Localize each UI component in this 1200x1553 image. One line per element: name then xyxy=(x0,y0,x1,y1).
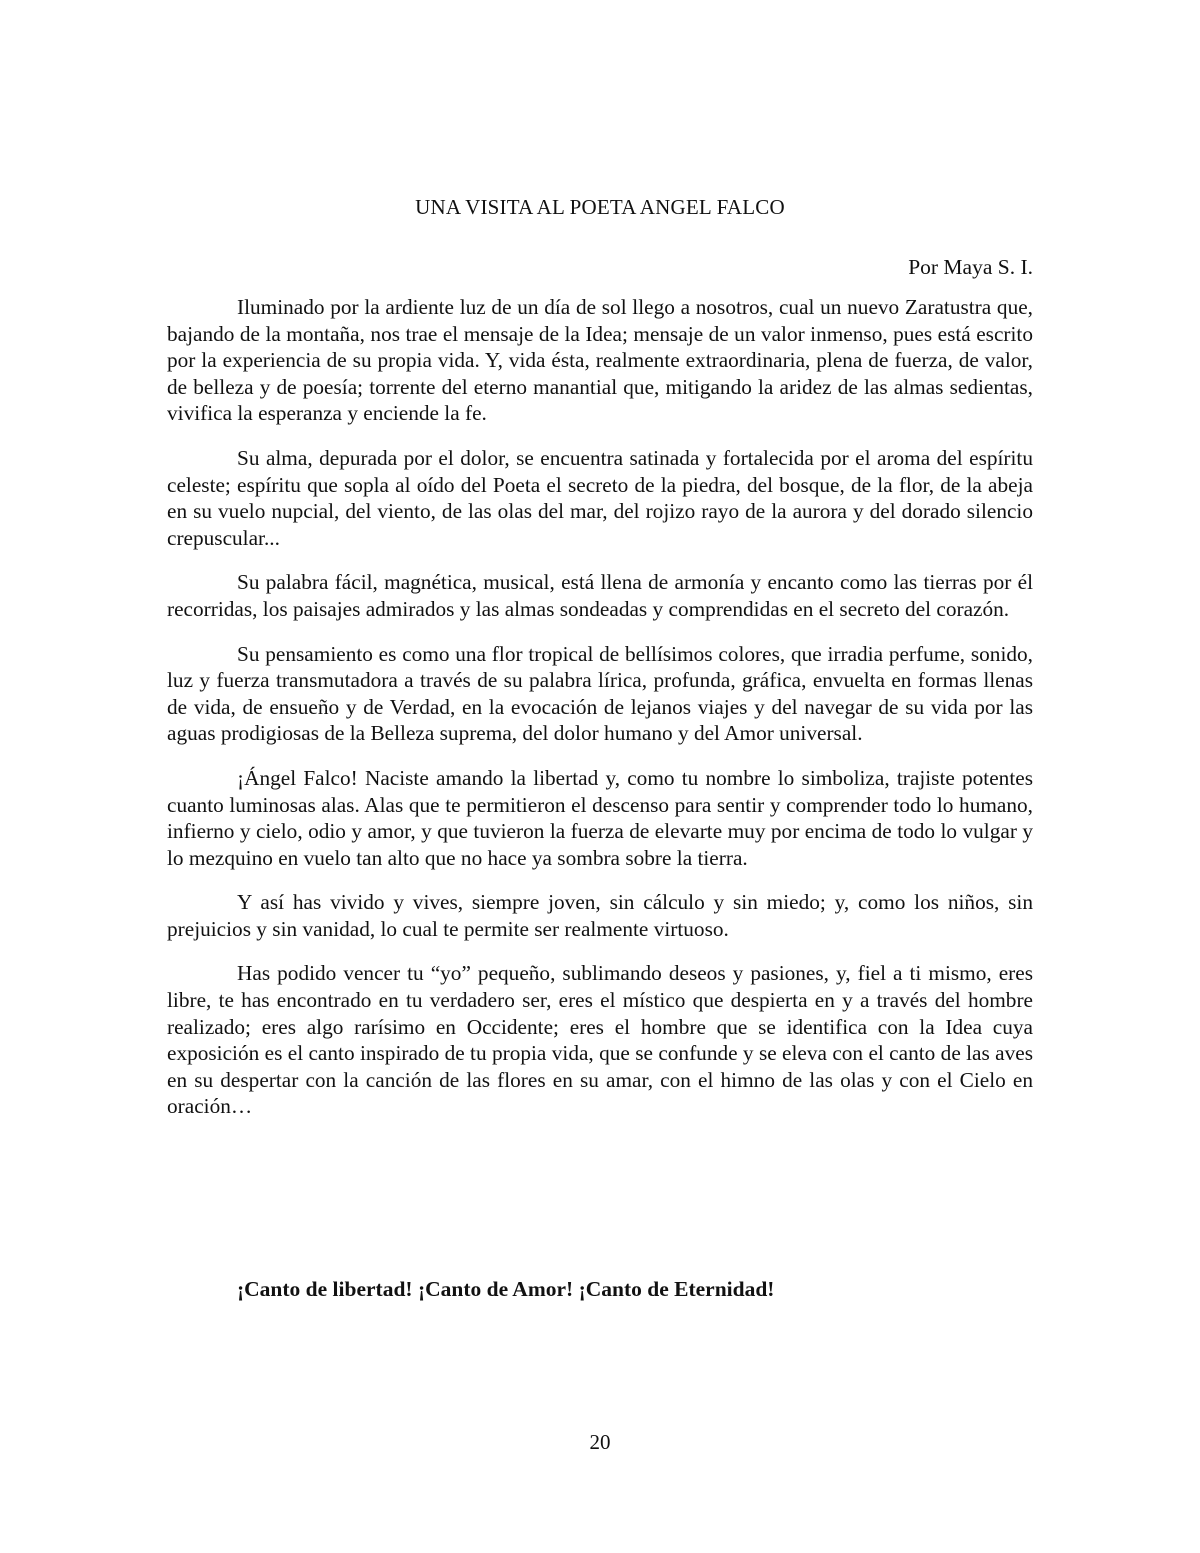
paragraph: Su palabra fácil, magnética, musical, está llena de armonía y encanto como las tierras por él recorridas, los paisajes admirados y las almas sondeadas y comprendidas en el secreto del corazón. xyxy=(167,570,1033,621)
author-byline: Por Maya S. I. xyxy=(908,255,1033,279)
paragraph: ¡Ángel Falco! Naciste amando la libertad y, como tu nombre lo simboliza, trajiste potentes cuanto luminosas alas. Alas que te permitieron el descenso para sentir y comprender todo lo humano, infierno y cielo, odio y amor, y que tuvieron la fuerza de elevarte muy por encima de todo lo vulgar y lo mezquino en vuelo tan alto que no hace ya sombra sobre la tierra. xyxy=(167,765,1033,870)
paragraph: Y así has vivido y vives, siempre joven, sin cálculo y sin miedo; y, como los niños, sin prejuicios y sin vanidad, lo cual te permite ser realmente virtuoso. xyxy=(167,890,1033,941)
paragraph: Su alma, depurada por el dolor, se encuentra satinada y fortalecida por el aroma del espíritu celeste; espíritu que sopla al oído del Poeta el secreto de la piedra, del bosque, de la flor, de la abeja en su vuelo nupcial, del viento, de las olas del mar, del rojizo rayo de la aurora y del dorado silencio crepuscular... xyxy=(167,445,1033,550)
paragraph: Has podido vencer tu “yo” pequeño, sublimando deseos y pasiones, y, fiel a ti mismo, eres libre, te has encontrado en tu verdadero ser, eres el místico que despierta en y a través del hombre realizado; eres algo rarísimo en Occidente; eres el hombre que se identifica con la Idea cuya exposición es el canto inspirado de tu propia vida, que se confunde y se eleva con el canto de las aves en su despertar con la canción de las flores en su amar, con el himno de las olas y con el Cielo en oración… xyxy=(167,961,1033,1119)
paragraph: Iluminado por la ardiente luz de un día de sol llego a nosotros, cual un nuevo Zaratustra que, bajando de la montaña, nos trae el mensaje de la Idea; mensaje de un valor inmenso, pues está escrito por la experiencia de su propia vida. Y, vida ésta, realmente extraordinaria, plena de fuerza, de valor, de belleza y de poesía; torrente del eterno manantial que, mitigando la aridez de las almas sedientas, vivifica la esperanza y enciende la fe. xyxy=(167,295,1033,426)
document-title: UNA VISITA AL POETA ANGEL FALCO xyxy=(415,195,785,219)
page-number: 20 xyxy=(589,1430,611,1454)
paragraph: Su pensamiento es como una flor tropical de bellísimos colores, que irradia perfume, sonido, luz y fuerza transmutadora a través de su palabra lírica, profunda, gráfica, envuelta en formas llenas de vida, de ensueño y de Verdad, en la evocación de lejanos viajes y del navegar de su vida por las aguas prodigiosas de la Belleza suprema, del dolor humano y del Amor universal. xyxy=(167,641,1033,746)
closing-exclamation: ¡Canto de libertad! ¡Canto de Amor! ¡Canto de Eternidad! xyxy=(237,1277,775,1301)
article-body xyxy=(167,294,1033,1138)
